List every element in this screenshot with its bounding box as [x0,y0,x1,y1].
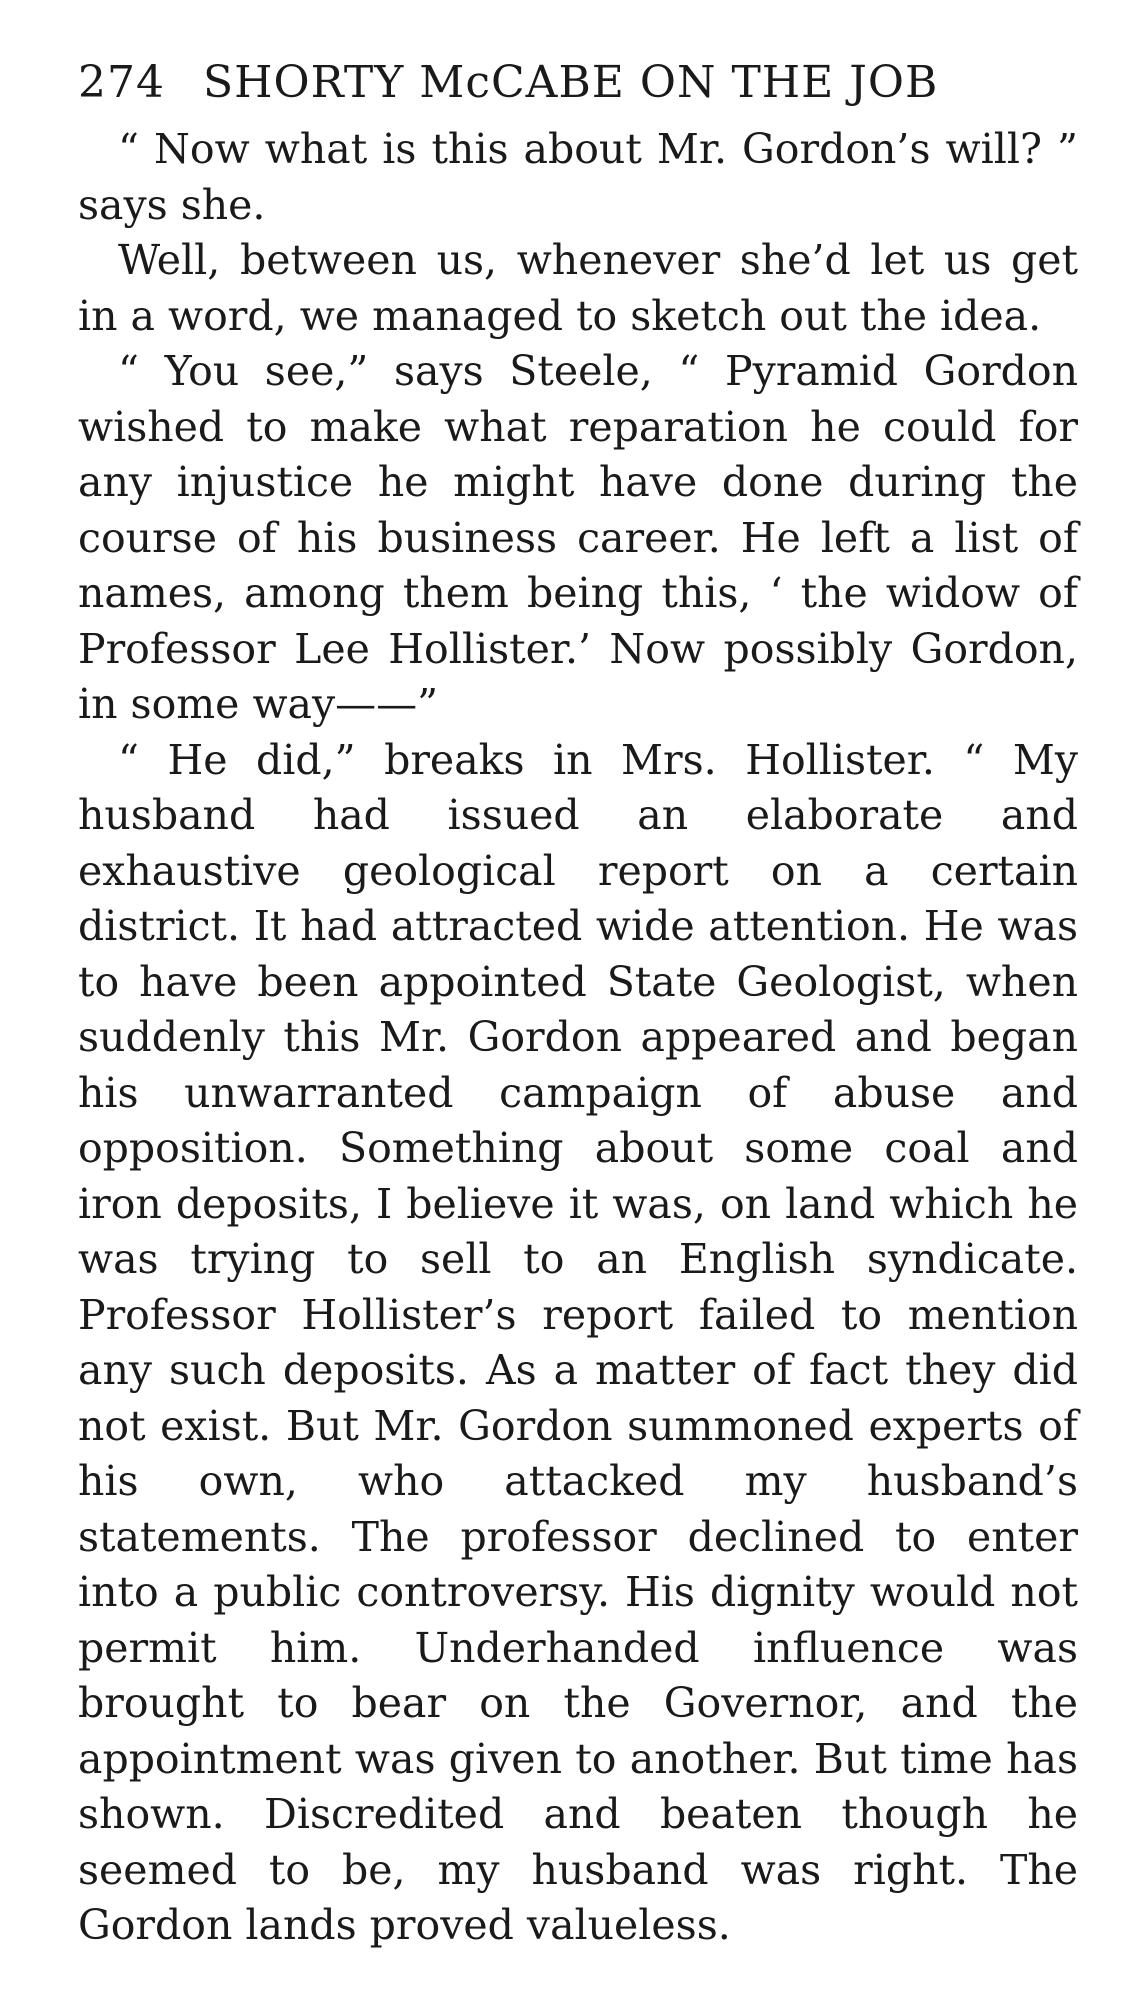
paragraph: Well, between us, whenever she’d let us get in a word, we managed to sketch out the idea. [78,236,1078,340]
running-title: SHORTY McCABE ON THE JOB [202,57,939,108]
page-number: 274 [78,57,165,108]
body-text [78,122,1078,1954]
book-page [78,52,1078,1954]
paragraph: “ Now what is this about Mr. Gordon’s will? ” says she. [78,125,1078,229]
running-head [78,52,1078,114]
paragraph: “ You see,” says Steele, “ Pyramid Gordon wished to make what reparation he could for any injustice he might have done during the course of his business career. He left a list of names, among them being this, ‘ the widow of Professor Lee Hollister.’ Now possibly Gordon, in some way——” [78,347,1078,728]
paragraph: “ He did,” breaks in Mrs. Hollister. “ My husband had issued an elaborate and exhaustive geological report on a certain district. It had attracted wide attention. He was to have been appointed State Geologist, when suddenly this Mr. Gordon appeared and began his unwarranted campaign of abuse and opposition. Something about some coal and iron deposits, I believe it was, on land which he was trying to sell to an English syndicate. Professor Hollister’s report failed to mention any such deposits. As a matter of fact they did not exist. But Mr. Gordon summoned experts of his own, who attacked my husband’s statements. The professor declined to enter into a public controversy. His dignity would not permit him. Underhanded influence was brought to bear on the Governor, and the appointment was given to another. But time has shown. Discredited and beaten though he seemed to be, my husband was right. The Gordon lands proved valueless. [78,735,1078,1949]
